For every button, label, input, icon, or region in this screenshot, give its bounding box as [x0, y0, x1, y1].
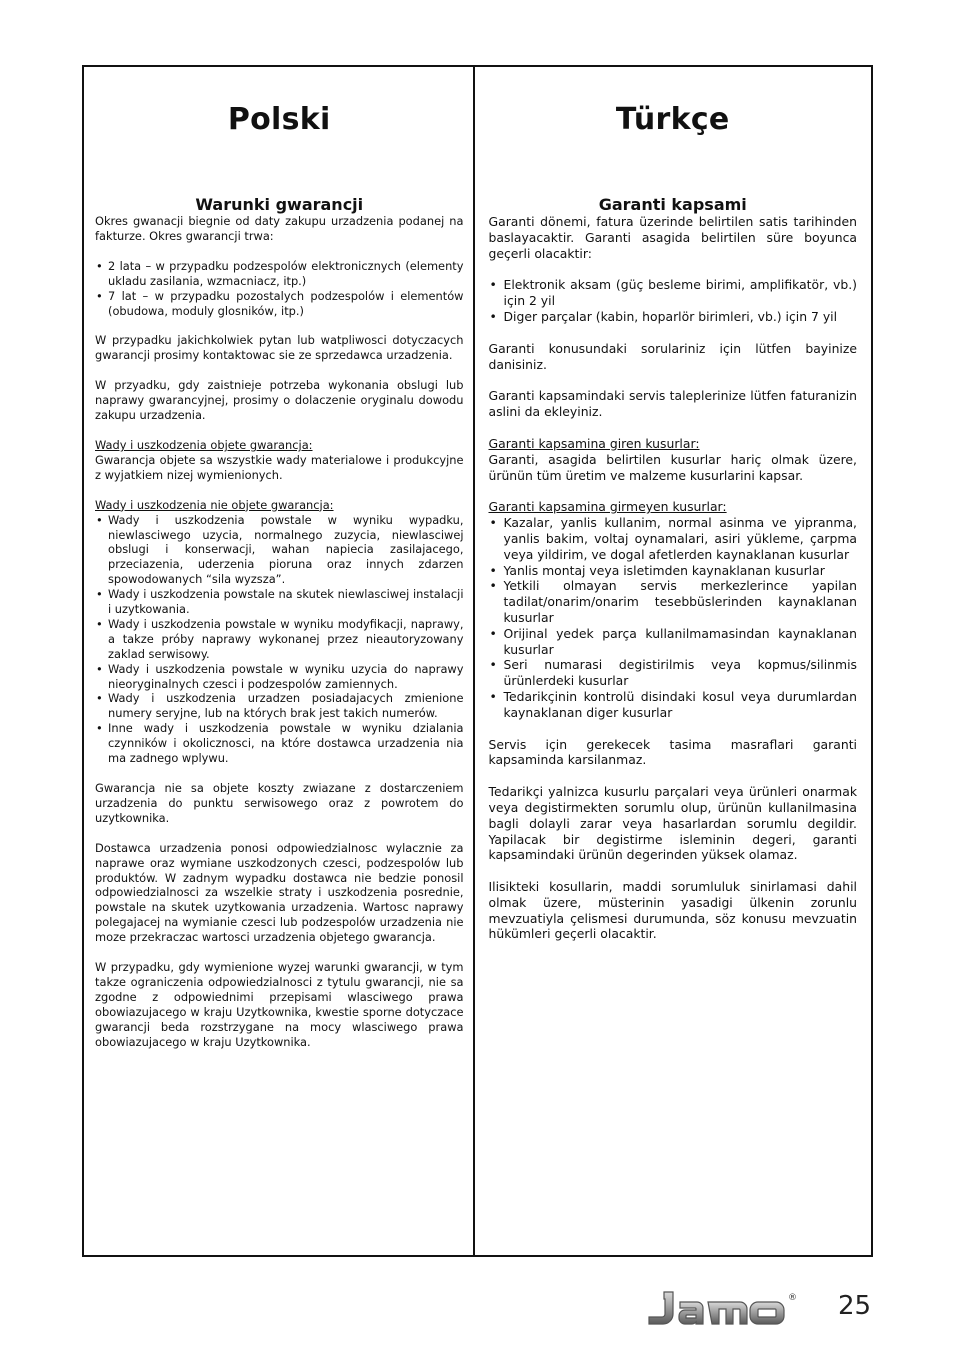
section-title-turkish: Garanti kapsami: [598, 195, 747, 214]
turkish-column: [475, 67, 872, 1255]
intro-paragraph: Okres gwanacji biegnie od daty zakupu urzadzenia podanej na fakturze. Okres gwarancji trwa:: [95, 214, 464, 243]
covered-heading: Wady i uszkodzenia objete gwarancja:: [95, 437, 313, 452]
list-item: • Elektronik aksam (güç besleme birimi, amplifikatör, vb.) için 2 yil: [489, 277, 858, 309]
receipt-paragraph: W przyadku, gdy zaistnieje potrzeba wykonania obslugi lub naprawy gwarancyjnej, prosimy o dolaczenie oryginalu dowodu zakupu urzadzenia.: [95, 378, 464, 423]
transport-paragraph: Gwarancja nie sa objete koszty zwiazane z dostarczeniem urzadzenia do punktu serwisowego oraz z powrotem do uzytkownika.: [95, 781, 464, 825]
polish-body: [95, 214, 464, 1050]
list-item: • 2 lata – w przypadku podzespolów elektronicznych (elementy ukladu zasilania, wzmacniacz, itp.): [95, 259, 464, 289]
receipt-paragraph: Garanti kapsamindaki servis taleplerinize lütfen faturanizin aslini da ekleyiniz.: [488, 388, 857, 420]
language-heading-polish: Polski: [227, 102, 331, 137]
law-paragraph: Ilisikteki kosullarin, maddi sorumluluk sinirlamasi dahil olmak üzere, müsterinin yasadigi ülkenin zorunlu mevzuatiyla çelismesi durumunda, söz konusu mevzuatin hükümleri geçerli olacaktir.: [488, 879, 857, 942]
warranty-frame: [82, 65, 873, 1257]
list-item: • Diger parçalar (kabin, hoparlör birimleri, vb.) için 7 yil: [489, 309, 858, 325]
not-covered-list: [489, 515, 858, 720]
liability-paragraph: Tedarikçi yalnizca kusurlu parçalari veya ürünleri onarmak veya degistirmekten sorumlu olup, ürünün kullanilmasina bagli dolayli zarar veya hasarlardan sorumlu degildir. Yapilacak bir degistirme isleminin degeri, garanti kapsamindaki ürünün degerinden yüksek olamaz.: [488, 784, 857, 863]
list-item: • Wady i uszkodzenia powstale w wyniku modyfikacji, naprawy, a takze próby naprawy wykonanej przez nieautoryzowany zaklad serwisowy.: [95, 617, 464, 662]
covered-heading: Garanti kapsamina giren kusurlar:: [488, 435, 700, 451]
list-item: • Kazalar, yanlis kullanim, normal asinma ve yipranma, yanlis bakim, voltaj oynamalari, asiri yükleme, çarpma veya yildirim, ve dogal afetlerden kaynaklanan kusurlar: [489, 515, 858, 562]
language-heading-turkish: Türkçe: [615, 102, 730, 137]
list-item: • 7 lat – w przypadku pozostalych podzespolów i elementów (obudowa, moduly glosników, itp.): [95, 289, 464, 319]
liability-paragraph: Dostawca urzadzenia ponosi odpowiedzialnosc wylacznie za naprawe oraz wymiane uszkodzonych czesci, podzespolów lub produktów. W zadnym wypadku dostawca nie bedzie ponosil odpowiedzialnosci za wszelkie straty i uszkodzenia posrednie, powstale na skutek uzytkowania urzadzenia. Wartosc naprawy polegajacej na wymianie czesci lub podzespolów urzadzenia nie moze przekraczac wartosci urzadzenia objetego gwarancja.: [95, 840, 464, 945]
questions-paragraph: W przypadku jakichkolwiek pytan lub watpliwosci dotyczacych gwarancji prosimy kontaktowac sie ze sprzedawca urzadzenia.: [95, 333, 464, 363]
turkish-body: [489, 214, 858, 942]
intro-paragraph: Garanti dönemi, fatura üzerinde belirtilen satis tarihinden baslayacaktir. Garanti asagida belirtilen süre boyunca geçerli olacaktir:: [488, 214, 857, 261]
section-title-polish: Warunki gwarancji: [195, 195, 364, 214]
list-item: • Wady i uszkodzenia powstale w wyniku uzycia do naprawy nieoryginalnych czesci i podzespolów zamiennych.: [95, 662, 464, 692]
not-covered-list: [95, 513, 464, 766]
covered-paragraph: Garanti, asagida belirtilen kusurlar hariç olmak üzere, ürünün tüm üretim ve malzeme kusurlarini kapsar.: [488, 451, 857, 483]
list-item: • Yetkili olmayan servis merkezlerince yapilan tadilat/onarim/onarim tesebbüslerinden kaynaklanan kusurlar: [489, 578, 858, 625]
transport-paragraph: Servis için gerekecek tasima masraflari garanti kapsaminda karsilanmaz.: [488, 736, 857, 768]
list-item: • Wady i uszkodzenia powstale w wyniku wypadku, niewlasciwego uzycia, normalnego zuzycia, niewlasciwej obslugi i konserwacji, wahan napiecia zasilajacego, przeciazenia, uderzenia pioruna oraz innych zdarzen spowodowanych “sila wyzsza”.: [95, 513, 464, 588]
law-paragraph: W przypadku, gdy wymienione wyzej warunki gwarancji, w tym takze ograniczenia odpowiedzialnosci z tytulu gwarancji, nie sa zgodne z odpowiednimi przepisami wlasciwego prawa obowiazujacego w kraju Uzytkownika, kwestie sporne dotyczace gwarancji beda rozstrzygane na mocy wlasciwego prawa obowiazujacego w kraju Uzytkownika.: [95, 960, 464, 1049]
not-covered-heading: Garanti kapsamina girmeyen kusurlar:: [488, 499, 727, 515]
list-item: • Wady i uszkodzenia urzadzen posiadajacych zmienione numery seryjne, lub na których brak jest takich numerów.: [95, 691, 464, 721]
list-item: • Inne wady i uszkodzenia powstale w wyniku dzialania czynników i okolicznosci, na które dostawca urzadzenia nia ma zadnego wplywu.: [95, 721, 464, 766]
warranty-periods-list: [489, 277, 858, 324]
jamo-logo: [644, 1288, 814, 1328]
list-item: • Tedarikçinin kontrolü disindaki kosul veya durumlardan kaynaklanan diger kusurlar: [489, 689, 858, 721]
list-item: • Yanlis montaj veya isletimden kaynaklanan kusurlar: [489, 563, 858, 579]
not-covered-heading: Wady i uszkodzenia nie objete gwarancja:: [95, 497, 334, 512]
page-number: 25: [838, 1291, 872, 1321]
covered-paragraph: Gwarancja objete sa wszystkie wady materialowe i produkcyjne z wyjatkiem nizej wymienionych.: [95, 452, 464, 482]
registered-mark: ®: [788, 1293, 797, 1303]
list-item: • Wady i uszkodzenia powstale na skutek niewlasciwej instalacji i uzytkowania.: [95, 587, 464, 617]
polish-column: [84, 67, 475, 1255]
list-item: • Seri numarasi degistirilmis veya kopmus/silinmis ürünlerdeki kusurlar: [489, 657, 858, 689]
questions-paragraph: Garanti konusundaki sorulariniz için lütfen bayinize danisiniz.: [488, 340, 857, 372]
list-item: • Orijinal yedek parça kullanilmamasindan kaynaklanan kusurlar: [489, 626, 858, 658]
warranty-periods-list: [95, 259, 464, 319]
